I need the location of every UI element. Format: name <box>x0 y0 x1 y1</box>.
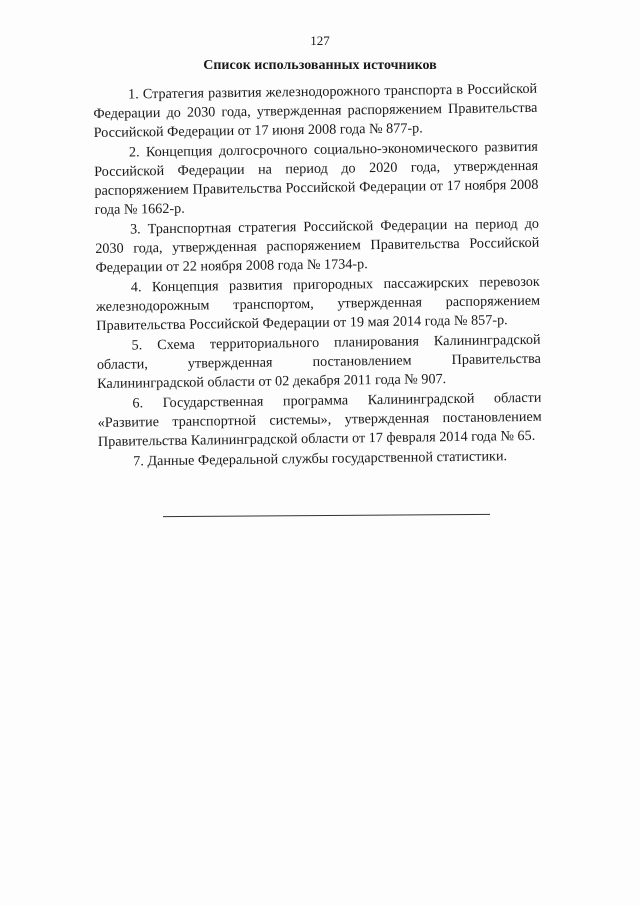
reference-list <box>93 80 542 473</box>
reference-item: 4. Концепция развития пригородных пассажирских перевозок железнодорожным транспортом, утвержденная распоряжением Правительства Российской Федерации от 19 мая 2014 года № 857-р. <box>95 273 541 334</box>
end-divider-line <box>163 514 490 517</box>
reference-item: 6. Государственная программа Калининградской области «Развитие транспортной системы», утвержденная постановлением Правительства Калининградской области от 17 февраля 2014 года № 65. <box>97 389 542 450</box>
page-title: Список использованных источников <box>203 58 437 73</box>
page-number: 127 <box>310 33 330 48</box>
reference-item: 3. Транспортная стратегия Российской Федерации на период до 2030 года, утвержденная распоряжением Правительства Российской Федерации от 22 ноября 2008 года № 1734-р. <box>95 215 540 276</box>
reference-item: 7. Данные Федеральной службы государственной статистики. <box>133 448 508 470</box>
reference-item: 1. Стратегия развития железнодорожного транспорта в Российской Федерации до 2030 года, утвержденная распоряжением Правительства Российской Федерации от 17 июня 2008 года № 877-р. <box>93 80 538 141</box>
reference-item: 2. Концепция долгосрочного социально-экономического развития Российской Федерации на период до 2020 года, утвержденная распоряжением Правительства Российской Федерации от 17 ноября 2008 года № 1662-р. <box>94 138 539 218</box>
reference-item: 5. Схема территориального планирования Калининградской области, утвержденная постановлением Правительства Калининградской области от 02 декабря 2011 года № 907. <box>96 331 541 392</box>
